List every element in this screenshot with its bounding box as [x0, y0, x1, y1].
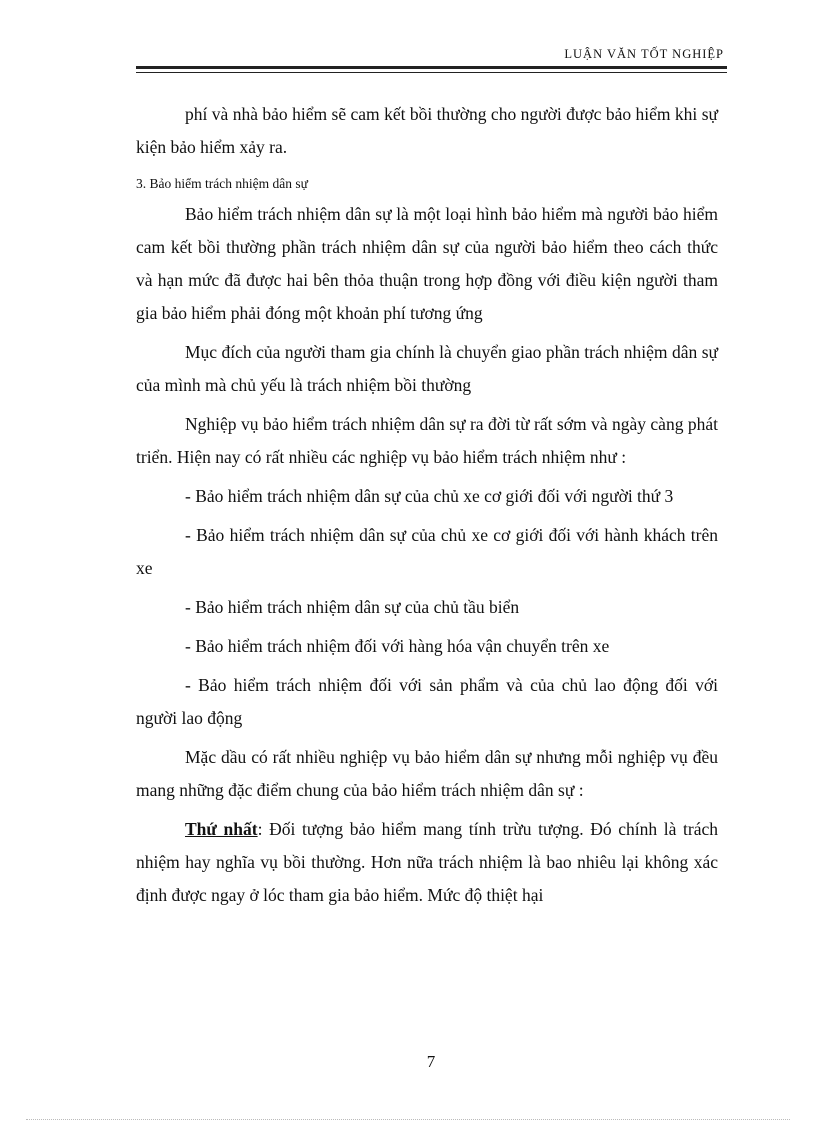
header-rule-thin — [136, 72, 727, 73]
paragraph-continuation: phí và nhà bảo hiểm sẽ cam kết bồi thường cho người được bảo hiểm khi sự kiện bảo hiểm xảy ra. — [136, 104, 718, 157]
paragraph-common-features: Mặc dầu có rất nhiều nghiệp vụ bảo hiểm dân sự nhưng mỗi nghiệp vụ đều mang những đặc điểm chung của bảo hiểm trách nhiệm dân sự : — [136, 747, 718, 800]
list-item: - Bảo hiểm trách nhiệm dân sự của chủ xe cơ giới đối với hành khách trên xe — [136, 525, 718, 578]
list-item: - Bảo hiểm trách nhiệm dân sự của chủ tầu biển — [185, 597, 520, 617]
first-feature-label: Thứ nhất — [185, 819, 258, 839]
paragraph-definition: Bảo hiểm trách nhiệm dân sự là một loại hình bảo hiểm mà người bảo hiểm cam kết bồi thường phần trách nhiệm dân sự của người bảo hiểm theo cách thức và hạn mức đã được hai bên thỏa thuận trong hợp đồng với điều kiện người tham gia bảo hiểm phải đóng một khoản phí tương ứng — [136, 204, 718, 323]
list-item: - Bảo hiểm trách nhiệm dân sự của chủ xe cơ giới đối với người thứ 3 — [185, 486, 674, 506]
list-item: - Bảo hiểm trách nhiệm đối với sản phẩm và của chủ lao động đối với người lao động — [136, 675, 718, 728]
paragraph-purpose: Mục đích của người tham gia chính là chuyển giao phần trách nhiệm dân sự của mình mà chủ yếu là trách nhiệm bồi thường — [136, 342, 718, 395]
paragraph-first-feature — [136, 813, 718, 912]
page-number: 7 — [426, 1052, 436, 1071]
paragraph-history: Nghiệp vụ bảo hiểm trách nhiệm dân sự ra đời từ rất sớm và ngày càng phát triển. Hiện nay có rất nhiều các nghiệp vụ bảo hiểm trách nhiệm như : — [136, 414, 718, 467]
header-title: LUẬN VĂN TỐT NGHIỆP — [564, 47, 724, 61]
first-feature-text: : Đối tượng bảo hiểm mang tính trừu tượng. Đó chính là trách nhiệm hay nghĩa vụ bồi thường. Hơn nữa trách nhiệm là bao nhiêu lại không xác định được ngay ở lóc tham gia bảo hiểm. Mức độ thiệt hại — [136, 819, 718, 905]
section-heading: 3. Bảo hiểm trách nhiệm dân sự — [136, 176, 308, 191]
header-rule-thick — [136, 66, 727, 69]
document-body — [136, 98, 718, 918]
footer-dotted-line — [26, 1119, 790, 1120]
list-item: - Bảo hiểm trách nhiệm đối với hàng hóa vận chuyển trên xe — [185, 636, 610, 656]
